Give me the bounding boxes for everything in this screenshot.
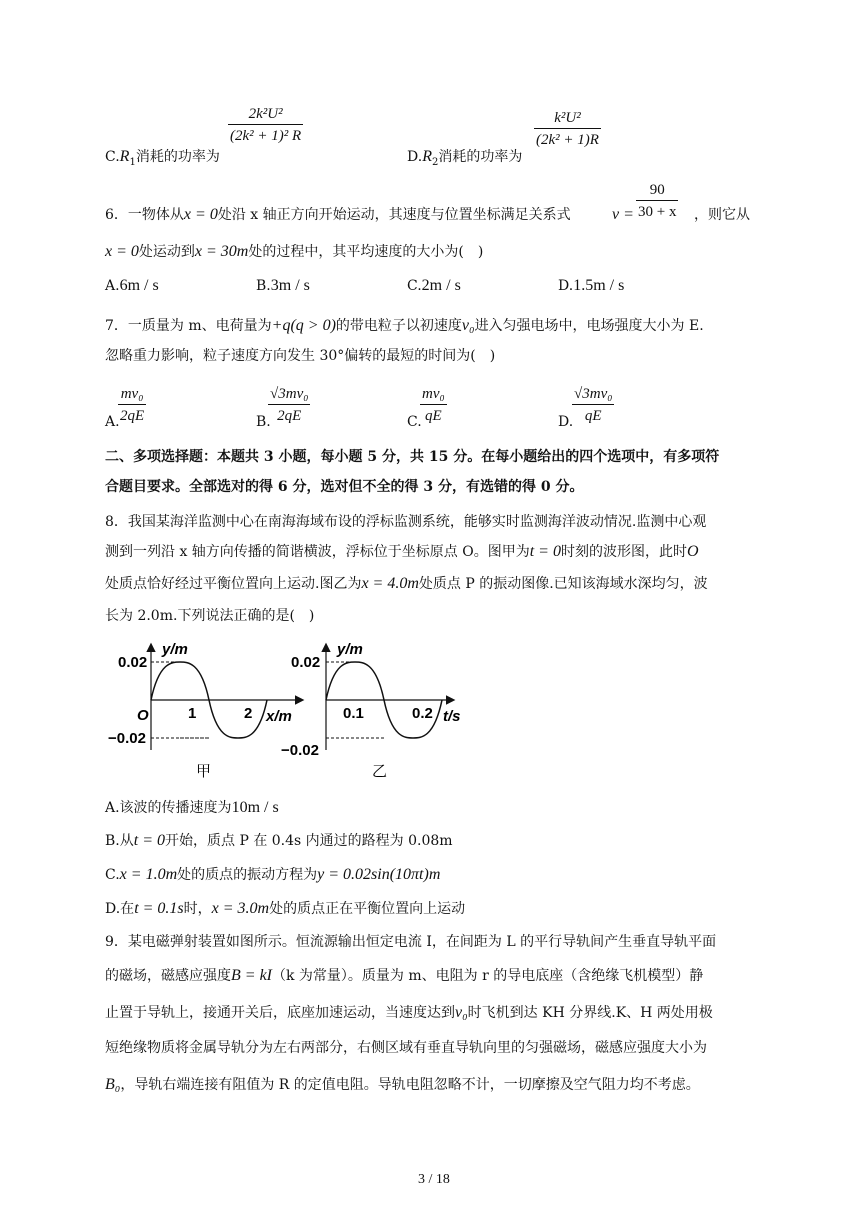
q6-line-1: 6．一物体从x = 0处沿 x 轴正方向开始运动，其速度与位置坐标满足关系式 — [105, 206, 571, 223]
q6-option-a: A.6m / s — [105, 277, 159, 294]
vibration-graph-yi — [281, 640, 485, 790]
wave-graph-jia — [108, 640, 312, 790]
y-tick-bottom: −0.02 — [108, 730, 146, 747]
q5-option-d: $D.R_2$消耗的功率为 — [407, 148, 523, 168]
q6-v-fraction: 90 30 + x — [638, 182, 677, 220]
q8-option-d: D.在t = 0.1s时，x = 3.0m处的质点正在平衡位置向上运动 — [105, 900, 466, 917]
q8-line-1: 8．我国某海洋监测中心在南海海域布设的浮标监测系统，能够实时监测海洋波动情况.监测中心观 — [105, 514, 707, 530]
t-tick-2: 0.2 — [412, 705, 433, 722]
q7-option-c-fraction: mv₀ qE — [422, 386, 445, 424]
q7-option-a-label: A. — [105, 414, 120, 430]
q5-option-c: $C.R_1$消耗的功率为 — [105, 148, 220, 168]
q8-line-2: 测到一列沿 x 轴方向传播的简谐横波，浮标位于坐标原点 O。图甲为t = 0时刻的波形图，此时O — [105, 543, 699, 560]
q7-line-1: 7．一质量为 m、电荷量为+q(q > 0)的带电粒子以初速度v₀进入匀强电场中，电场强度大小为 E. — [105, 317, 704, 334]
q8-option-a: A.该波的传播速度为10m / s — [105, 799, 279, 816]
q8-option-b: B.从t = 0开始，质点 P 在 0.4s 内通过的路程为 0.08m — [105, 832, 453, 849]
q7-option-c-label: C. — [407, 414, 422, 430]
q7-line-2: 忽略重力影响，粒子速度方向发生 30°偏转的最短的时间为( ) — [105, 348, 496, 364]
q5-option-d-fraction: k²U² (2k² + 1)R — [536, 110, 599, 148]
q7-option-d-label: D. — [558, 414, 574, 430]
x-axis-label: x/m — [266, 708, 292, 725]
section-2-heading-line-1: 二、多项选择题：本题共 3 小题，每小题 5 分，共 15 分。在每小题给出的四个选项中，有多项符 — [105, 449, 720, 465]
q6-option-d: D.1.5m / s — [558, 277, 625, 294]
y-tick-bottom: −0.02 — [281, 742, 319, 759]
q9-line-1: 9．某电磁弹射装置如图所示。恒流源输出恒定电流 I，在间距为 L 的平行导轨间产生垂直导轨平面 — [105, 934, 717, 950]
q6-line-1-end: ，则它从 — [694, 207, 750, 223]
graph-caption: 甲 — [196, 763, 212, 780]
y-tick-top: 0.02 — [118, 654, 148, 671]
q9-line-2: 的磁场，磁感应强度B = kI（k 为常量）。质量为 m、电阻为 r 的导电底座（含绝缘飞机模型）静 — [105, 967, 704, 984]
q6-option-b: B.3m / s — [256, 277, 310, 294]
q7-option-b-fraction: √3mv₀ 2qE — [270, 386, 309, 424]
page-number: 3 / 18 — [418, 1172, 450, 1187]
q8-line-4: 长为 2.0m.下列说法正确的是( ) — [105, 608, 315, 624]
q9-line-5: B₀，导轨右端连接有阻值为 R 的定值电阻。导轨电阻忽略不计，一切摩擦及空气阻力均不考虑。 — [105, 1076, 700, 1093]
q9-line-4: 短绝缘物质将金属导轨分为左右两部分，右侧区域有垂直导轨向里的匀强磁场，磁感应强度大小为 — [105, 1040, 707, 1056]
section-2-heading-line-2: 合题目要求。全部选对的得 6 分，选对但不全的得 3 分，有选错的得 0 分。 — [105, 479, 584, 495]
q6-option-c: C.2m / s — [407, 277, 461, 294]
q6-line-2: x = 0处运动到x = 30m处的过程中，其平均速度的大小为( ) — [105, 243, 484, 260]
x-tick-1: 1 — [188, 705, 197, 722]
graph-caption: 乙 — [372, 763, 388, 780]
q9-line-3: 止置于导轨上，接通开关后，底座加速运动，当速度达到v₀时飞机到达 KH 分界线.K、H 两处用极 — [105, 1004, 713, 1021]
y-tick-top: 0.02 — [291, 654, 321, 671]
q7-option-a-fraction: mv₀ 2qE — [120, 386, 145, 424]
q5-option-c-fraction: 2k²U² (2k² + 1)² R — [230, 106, 302, 144]
y-axis-label: y/m — [162, 641, 188, 658]
q8-line-3: 处质点恰好经过平衡位置向上运动.图乙为x = 4.0m处质点 P 的振动图像.已知该海域水深均匀，波 — [105, 575, 708, 592]
y-axis-label: y/m — [337, 641, 363, 658]
q6-v-eq: v = — [612, 206, 634, 223]
t-tick-1: 0.1 — [343, 705, 364, 722]
q7-option-d-fraction: √3mv₀ qE — [574, 386, 613, 424]
q8-option-c: C.x = 1.0m处的质点的振动方程为y = 0.02sin(10πt)m — [105, 866, 441, 883]
t-axis-label: t/s — [443, 708, 461, 725]
x-tick-2: 2 — [244, 705, 253, 722]
q7-option-b-label: B. — [256, 414, 271, 430]
origin-label: O — [137, 707, 149, 724]
